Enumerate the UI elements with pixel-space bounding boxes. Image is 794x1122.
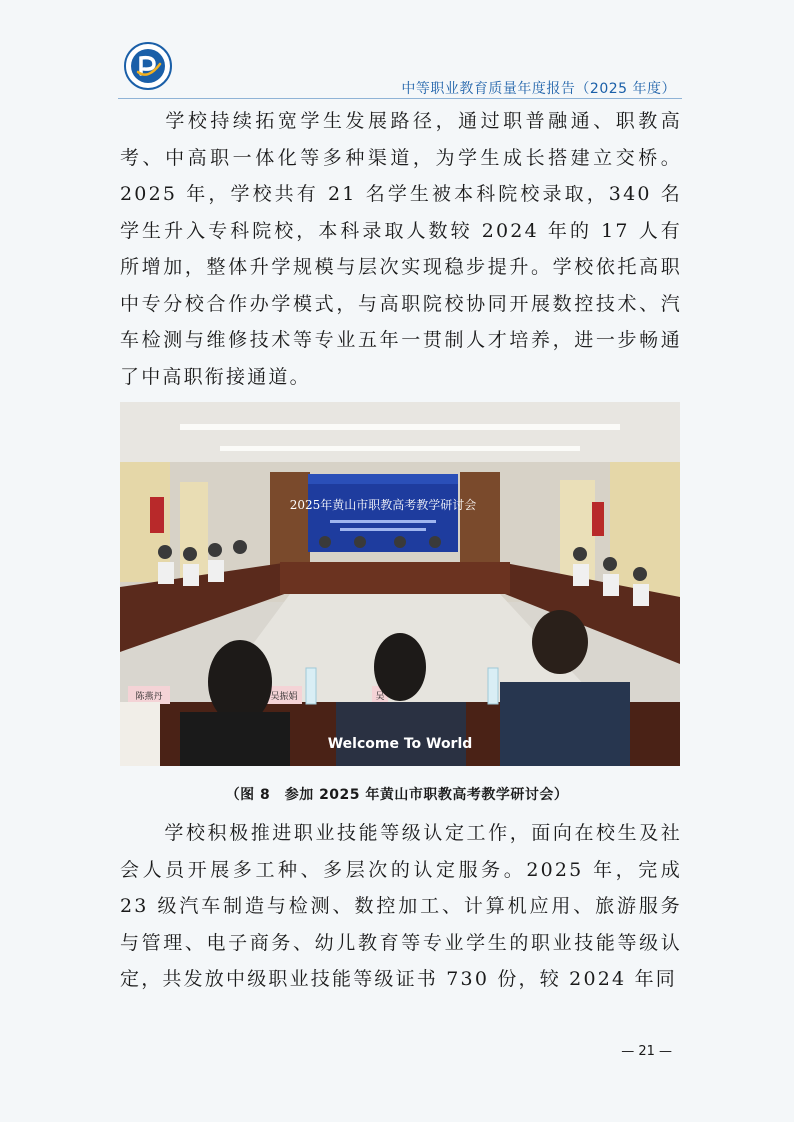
paragraph-text: 学校积极推进职业技能等级认定工作，面向在校生及社会人员开展多工种、多层次的认定服务。2025 年，完成 23 级汽车制造与检测、数控加工、计算机应用、旅游服务与管理、电子商务、幼儿教育等专业学生的职业技能等级认定，共发放中级职业技能等级证书 730 份，较 2024 年同 <box>120 822 682 990</box>
body-paragraph-1 <box>120 103 682 395</box>
report-title: 中等职业教育质量年度报告（2025 年度） <box>401 81 676 97</box>
paragraph-text: 学校持续拓宽学生发展路径，通过职普融通、职教高考、中高职一体化等多种渠道，为学生成长搭建立交桥。2025 年，学校共有 21 名学生被本科院校录取，340 名学生升入专科院校，本科录取人数较 2024 年的 17 人有所增加，整体升学规模与层次实现稳步提升。学校依托高职中专分校合作办学模式，与高职院校协同开展数控技术、汽车检测与维修技术等专业五年一贯制人才培养，进一步畅通了中高职衔接通道。 <box>120 110 682 388</box>
shirt-text: Welcome To World <box>327 736 473 752</box>
screen-title: 2025年黄山市职教高考教学研讨会 <box>289 498 477 512</box>
name-card-1: 陈燕丹 <box>135 692 163 702</box>
name-card-2: 吴振娟 <box>270 692 298 702</box>
figure-caption: （图 8 参加 2025 年黄山市职教高考教学研讨会） <box>225 787 569 803</box>
page-number: — 21 — <box>621 1044 672 1059</box>
school-logo <box>124 42 172 90</box>
header-divider <box>118 98 682 99</box>
conference-photo <box>120 402 680 766</box>
name-card-3: 吴 <box>375 692 385 702</box>
body-paragraph-2 <box>120 815 682 998</box>
